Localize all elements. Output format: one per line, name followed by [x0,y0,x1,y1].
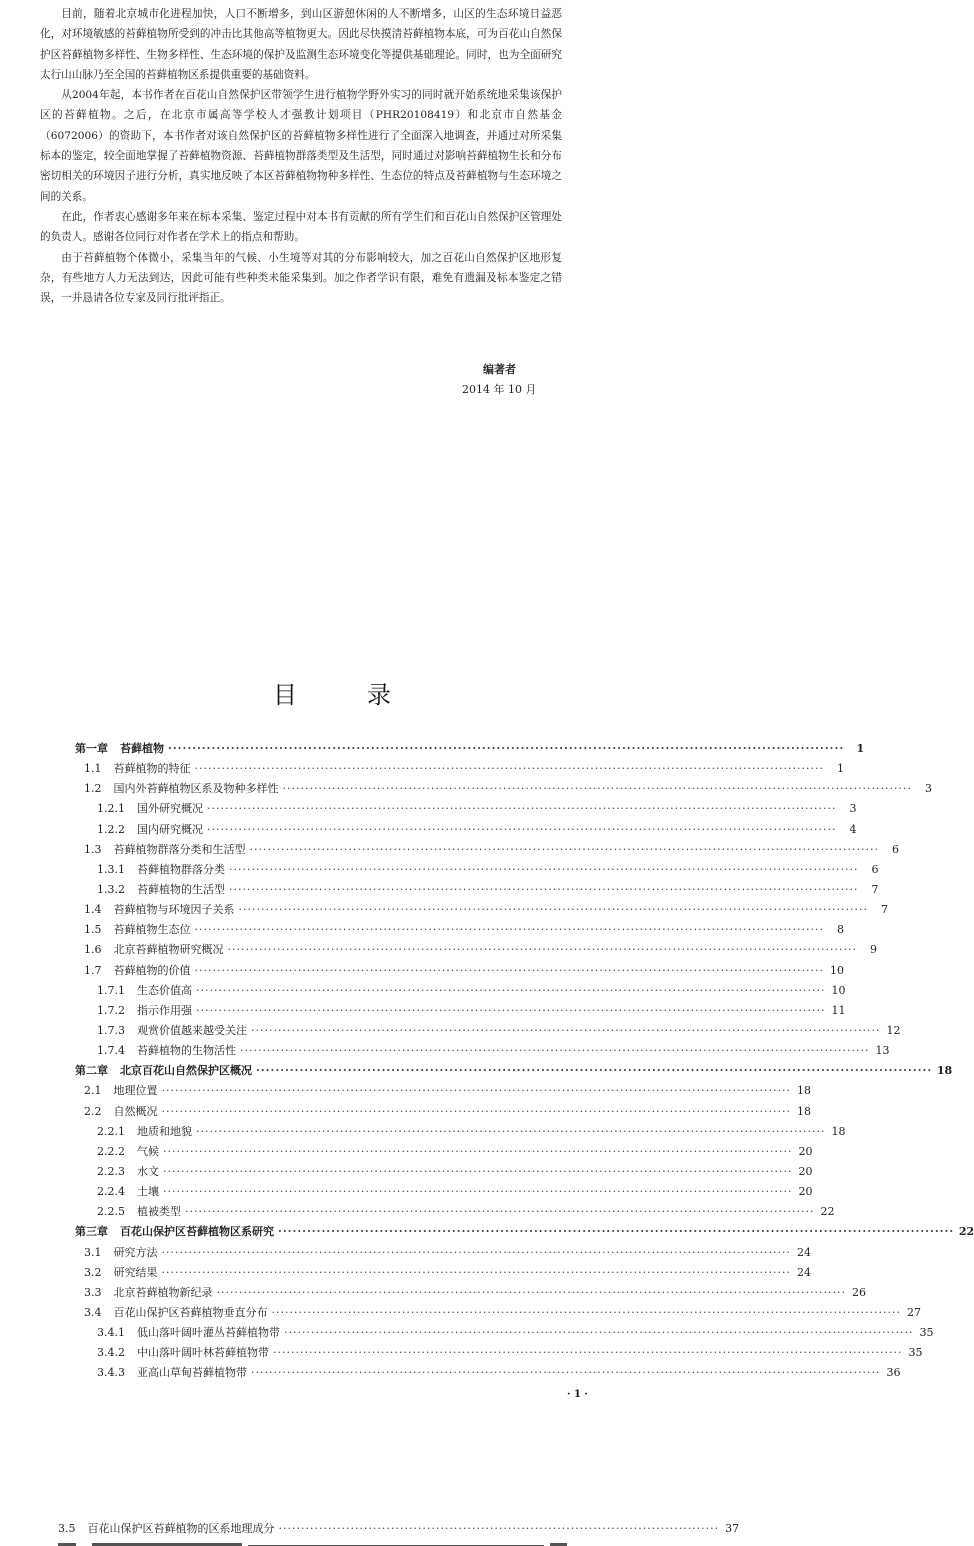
toc-entry-title: 苔藓植物的生物活性 [137,1044,236,1058]
toc-entry-title: 苔藓植物群落分类和生活型 [113,842,246,856]
toc-entry-number: 1.7.2 [97,1003,125,1017]
toc-leader-dots: ············································································································································ [207,802,837,816]
toc-entry-title: 地理位置 [113,1084,158,1098]
toc-chapter-entry[interactable] [75,1223,974,1243]
toc-entry-page: 7 [871,882,879,896]
toc-entry[interactable] [75,1244,812,1264]
toc-entry-page: 20 [798,1164,813,1178]
toc-entry-number: 1.7 [84,963,102,977]
toc-entry-page: 18 [831,1124,846,1138]
toc-entry-page: 24 [797,1245,812,1259]
toc-entry[interactable] [75,1344,923,1364]
toc-entry[interactable] [75,1042,890,1062]
toc-leader-dots: ············································································································································ [161,1104,792,1118]
toc-leader-dots: ············································································································································ [238,903,869,917]
toc-entry[interactable] [75,881,879,901]
toc-entry[interactable] [75,1002,846,1022]
toc-entry-number: 2.2.1 [97,1124,125,1138]
toc-entry-title: 苔藓植物与环境因子关系 [113,903,235,917]
toc-leader-dots: ············································································································································ [168,742,845,755]
toc-leader-dots: ············································································································································ [249,842,880,856]
toc-entry-page: 11 [831,1003,846,1017]
toc-entry-title: 国外研究概况 [137,802,203,816]
toc-entry[interactable] [75,780,933,800]
toc-entry-page: 7 [881,903,889,917]
toc-entry-page: 22 [820,1205,835,1219]
toc-leader-dots: ············································································································································ [163,1164,793,1178]
toc-entry-page: 4 [849,822,857,836]
toc-entry-title: 苔藓植物 [120,742,164,755]
toc-entry-number: 2.2.3 [97,1164,125,1178]
preface-author: 编著者 [483,363,516,376]
toc-entry-title: 苔藓植物的生活型 [137,882,225,896]
preface-paragraph: 从2004年起，本书作者在百花山自然保护区带领学生进行植物学野外实习的同时就开始系统地采集该保护区的苔藓植物。之后，在北京市属高等学校人才强教计划项目（PHR20108419）和北京市自然基金（6072006）的资助下，本书作者对该自然保护区的苔藓植物多样性进行了全面深入地调查，并通过对所采集标本的鉴定，较全面地掌握了苔藓植物资源、苔藓植物群落类型及生活型，同时通过对影响苔藓植物生长和分布密切相关的环境因子进行分析，真实地反映了本区苔藓植物物种多样性、生态位的特点及苔藓植物与生态环境之间的关系。 [40,89,562,203]
toc-leader-dots: ············································································································································ [163,1185,793,1199]
toc-entry-page: 18 [797,1104,812,1118]
toc-entry[interactable] [75,1082,812,1102]
toc-leader-dots: ············································································································································ [227,943,858,957]
toc-entry-number: 1.7.3 [97,1023,125,1037]
toc-entry-page: 20 [798,1144,813,1158]
truncated-line [58,1541,567,1546]
toc-entry[interactable] [75,921,845,941]
toc-leader-dots: ············································································································································ [161,1084,792,1098]
page-number: · 1 · [567,1389,588,1400]
toc-entry-number: 1.5 [84,923,102,937]
toc-entry[interactable] [75,962,845,982]
toc-entry[interactable] [75,1264,812,1284]
toc-entry-page: 1 [837,762,845,776]
preface-paragraph: 在此，作者衷心感谢多年来在标本采集、鉴定过程中对本书有贡献的所有学生们和百花山自然保护区管理处的负责人。感谢各位同行对作者在学术上的指点和帮助。 [40,210,562,244]
toc-leader-dots: ············································································································································ [251,1366,881,1380]
toc-entry-page: 22 [958,1225,974,1239]
toc-entry[interactable] [75,1163,813,1183]
toc-entry-number: 3.4 [84,1305,102,1319]
toc-entry-title: 研究结果 [113,1265,158,1279]
toc-entry-number: 2.2 [84,1104,102,1118]
toc-entry-title: 气候 [137,1144,159,1158]
toc-chapter-entry[interactable] [75,740,865,760]
toc-leader-dots: ············································································································································ [229,882,859,896]
toc-entry-number: 3.4.2 [97,1346,125,1360]
toc-entry-title: 中山落叶阔叶林苔藓植物带 [137,1346,269,1360]
toc-entry-title: 苔藓植物生态位 [113,923,191,937]
toc-entry[interactable] [75,821,857,841]
toc-entry-title: 低山落叶阔叶灌丛苔藓植物带 [137,1326,280,1340]
toc-leader-dots: ············································································································································ [194,762,825,776]
toc-entry[interactable] [75,1103,812,1123]
toc-leader-dots: ············································································································································ [163,1144,793,1158]
toc-leader-dots: ············································································································································ [194,923,825,937]
toc-entry-page: 3 [925,782,933,796]
preface-paragraph: 目前，随着北京城市化进程加快，人口不断增多，到山区游憩休闲的人不断增多，山区的生态环境日益恶化，对环境敏感的苔藓植物所受到的冲击比其他高等植物更大。因此尽快摸清苔藓植物本底，可为百花山自然保护区苔藓植物多样性、生物多样性、生态环境的保护及监测生态环境变化等提供基础理论。同时，也为全面研究太行山山脉乃至全国的苔藓植物区系提供重要的基础资料。 [40,8,562,81]
toc-entry[interactable] [75,1324,934,1344]
toc-entry-number: 3.4.3 [97,1366,125,1380]
toc-entry-page: 3 [849,802,857,816]
toc-leader-dots: ············································································································································ [278,1225,955,1239]
toc-entry-page: 35 [919,1326,934,1340]
toc-entry-number: 3.1 [84,1245,102,1259]
toc-leader-dots: ············································································································································ [251,1023,881,1037]
toc-entry-number: 1.3 [84,842,102,856]
toc-entry-number: 2.1 [84,1084,102,1098]
toc-leader-dots: ············································································································································ [161,1265,792,1279]
toc-entry-title: 北京百花山自然保护区概况 [120,1064,252,1078]
toc-entry-page: 13 [875,1044,890,1058]
toc-entry-page: 6 [892,842,900,856]
toc-title [273,675,391,710]
toc-entry-page: 27 [907,1305,922,1319]
toc-entry-page: 20 [798,1185,813,1199]
toc-leader-dots: ············································································································································ [194,963,825,977]
toc-chapter-entry[interactable] [75,1062,953,1082]
toc-entry-page: 18 [797,1084,812,1098]
toc-entry-page: 26 [852,1285,867,1299]
toc-entry-title: 植被类型 [137,1205,181,1219]
toc-leader-dots: ············································································································································ [284,1326,914,1340]
toc-entry-title: 国内外苔藓植物区系及物种多样性 [113,782,279,796]
toc-entry-title: 百花山保护区苔藓植物的区系地理成分 [87,1522,275,1535]
toc-entry-number: 1.3.2 [97,882,125,896]
toc-entry-number: 2.2.2 [97,1144,125,1158]
toc-entry-title: 指示作用强 [137,1003,192,1017]
toc-entry-page: 35 [908,1346,923,1360]
toc-leader-dots: ············································································································································ [196,983,826,997]
toc-entry-number: 第三章 [75,1225,108,1239]
toc-entry-title: 亚高山草甸苔藓植物带 [137,1366,247,1380]
toc-leader-dots: ············································································································································ [196,1003,826,1017]
toc-entry-number: 2.2.4 [97,1185,125,1199]
toc-entry-title: 研究方法 [113,1245,158,1259]
toc-entry-page: 9 [870,943,878,957]
toc-entry-title: 百花山保护区苔藓植物垂直分布 [113,1305,268,1319]
toc-entry[interactable] [75,1022,901,1042]
toc-entry-title: 地质和地貌 [137,1124,192,1138]
toc-entry-page: 10 [831,983,846,997]
toc-entry-title: 自然概况 [113,1104,158,1118]
toc-entry[interactable] [75,1143,813,1163]
toc-entry[interactable] [75,760,845,780]
preface-paragraph: 由于苔藓植物个体微小，采集当年的气候、小生境等对其的分布影响较大，加之百花山自然保护区地形复杂，有些地方人力无法到达，因此可能有些种类未能采集到。加之作者学识有限，难免有遗漏及标本鉴定之错误，一并恳请各位专家及同行批评指正。 [40,251,562,305]
toc-entry-number: 1.3.1 [97,862,125,876]
toc-entry[interactable] [75,861,879,881]
toc-entry-number: 第二章 [75,1064,108,1078]
toc-entry-number: 1.6 [84,943,102,957]
toc-entry-page: 6 [871,862,879,876]
toc-entry[interactable] [75,1203,835,1223]
toc-entry-title: 生态价值高 [137,983,192,997]
toc-title-char: 目 [273,681,297,709]
toc-entry-number: 1.2 [84,782,102,796]
toc-entry[interactable] [75,901,889,921]
toc-entry-number: 1.2.1 [97,802,125,816]
next-page-fragment [58,1520,740,1540]
toc-entry-number: 1.1 [84,762,102,776]
toc-entry-number: 3.4.1 [97,1326,125,1340]
toc-entry-title: 苔藓植物的特征 [113,762,191,776]
toc-entry-number: 3.2 [84,1265,102,1279]
toc-entry[interactable] [75,841,900,861]
toc-entry[interactable] [75,982,846,1002]
toc-entry-page: 12 [886,1023,901,1037]
toc-leader-dots: ············································································································································ [229,862,859,876]
toc-leader-dots: ············································································································································ [282,782,913,796]
toc-entry-title: 北京苔藓植物新纪录 [113,1285,213,1299]
toc-leader-dots: ············································································································································ [273,1346,903,1360]
toc-entry-page: 24 [797,1265,812,1279]
toc-entry-number: 2.2.5 [97,1205,125,1219]
toc-entry[interactable] [75,1123,846,1143]
toc-leader-dots: ············································································································································ [207,822,837,836]
preface-date: 2014 年 10 月 [462,383,537,396]
toc-entry-page: 8 [837,923,845,937]
toc-entry-page: 37 [725,1522,740,1535]
toc-entry-number: 3.5 [58,1522,76,1535]
toc-entry[interactable] [75,941,878,961]
toc-leader-dots: ············································································································································ [216,1285,847,1299]
toc-entry-title: 国内研究概况 [137,822,203,836]
toc-leader-dots: ·································································································· [278,1522,720,1535]
toc-entry[interactable] [75,1364,901,1384]
toc-leader-dots: ············································································································································ [240,1044,870,1058]
toc-leader-dots: ············································································································································ [185,1205,815,1219]
toc-entry-title: 百花山保护区苔藓植物区系研究 [120,1225,274,1239]
toc-title-char: 录 [367,681,391,709]
toc-entry-title: 水文 [137,1164,159,1178]
toc-entry-title: 北京苔藓植物研究概况 [113,943,224,957]
toc-entry-number: 3.3 [84,1285,102,1299]
toc-entry-title: 土壤 [137,1185,159,1199]
toc-entry-title: 观赏价值越来越受关注 [137,1023,247,1037]
toc-entry-number: 1.2.2 [97,822,125,836]
toc-entry-number: 第一章 [75,742,108,755]
toc-entry-page: 36 [886,1366,901,1380]
table-of-contents [75,740,974,1385]
toc-leader-dots: ············································································································································ [161,1245,792,1259]
toc-entry[interactable] [75,800,857,820]
toc-leader-dots: ············································································································································ [256,1064,933,1078]
toc-entry-number: 1.7.1 [97,983,125,997]
toc-entry-title: 苔藓植物群落分类 [137,862,225,876]
toc-leader-dots: ············································································································································ [196,1124,826,1138]
toc-entry-page: 10 [830,963,845,977]
toc-entry-title: 苔藓植物的价值 [113,963,191,977]
toc-entry-number: 1.7.4 [97,1044,125,1058]
toc-entry[interactable] [75,1304,922,1324]
toc-entry[interactable] [75,1284,867,1304]
toc-entry-page: 18 [936,1064,953,1078]
preface-text [40,4,562,308]
toc-entry[interactable] [58,1520,740,1540]
toc-entry-page: 1 [856,742,865,755]
toc-leader-dots: ············································································································································ [271,1305,902,1319]
toc-entry[interactable] [75,1183,813,1203]
toc-entry-number: 1.4 [84,903,102,917]
